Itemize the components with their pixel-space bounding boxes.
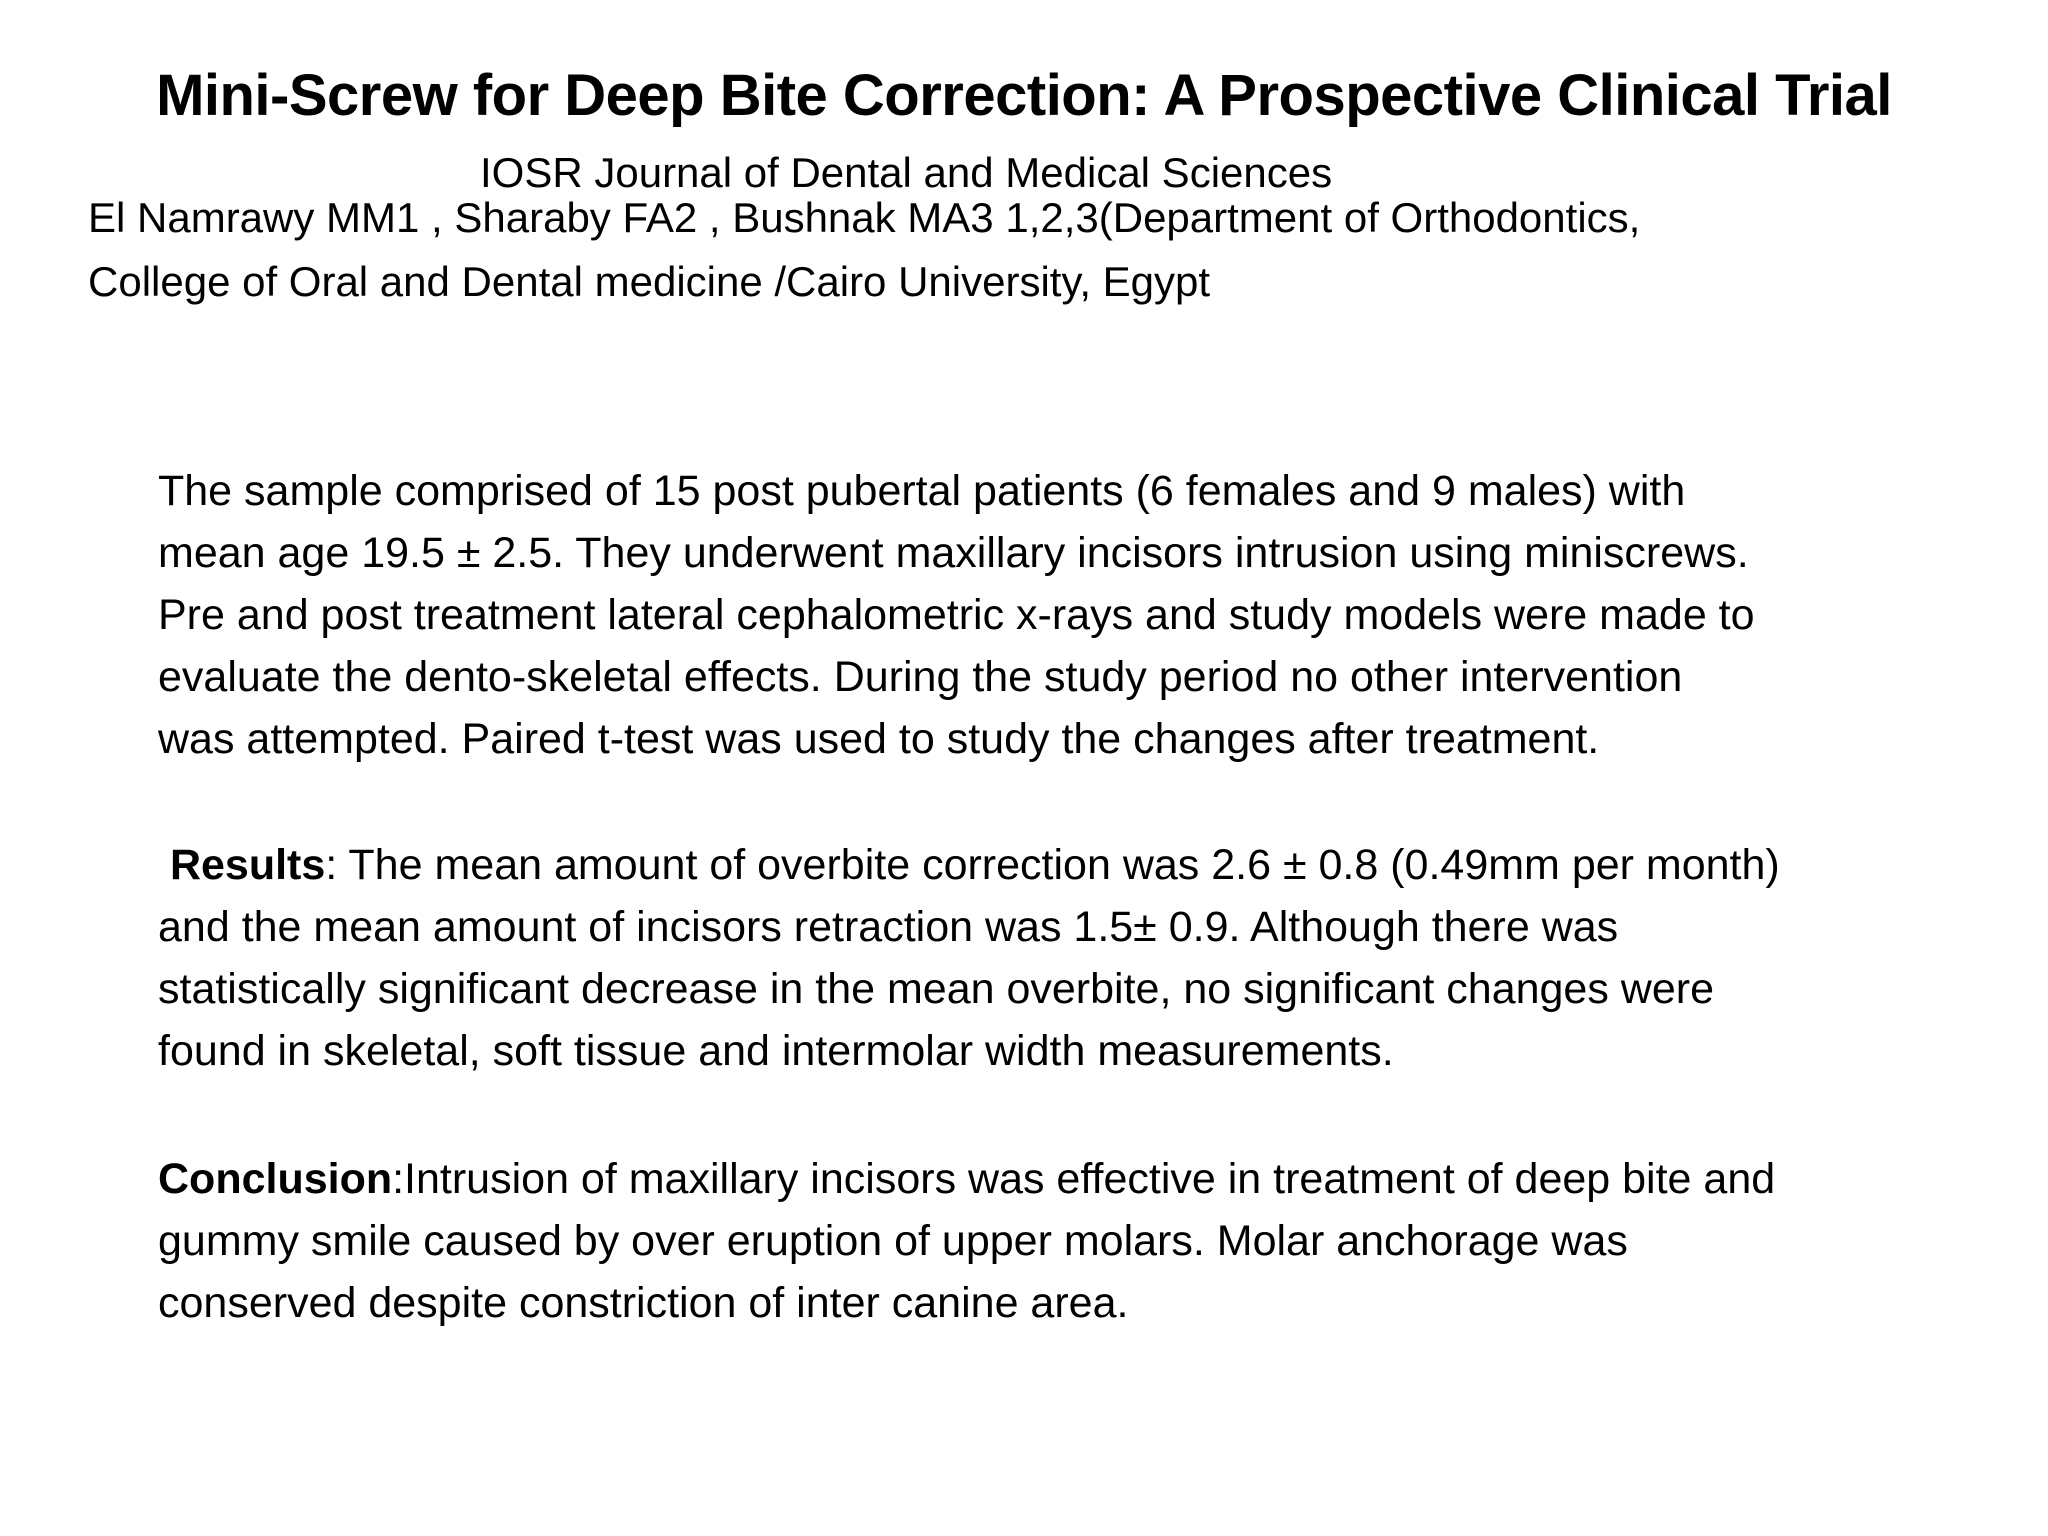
results-paragraph (158, 834, 1998, 1082)
conclusion-first-line-text: :Intrusion of maxillary incisors was effective in treatment of deep bite and (392, 1155, 1776, 1203)
results-label: Results (169, 841, 326, 889)
conclusion-line: gummy smile caused by over eruption of upper molars. Molar anchorage was (158, 1217, 1628, 1265)
intro-paragraph (158, 460, 1998, 770)
slide-title: Mini-Screw for Deep Bite Correction: A Prospective Clinical Trial (156, 63, 1892, 128)
authors-affiliation (88, 186, 1988, 314)
intro-line: Pre and post treatment lateral cephalometric x-rays and study models were made to (158, 591, 1755, 639)
results-first-line (158, 834, 1998, 896)
results-line: and the mean amount of incisors retraction was 1.5± 0.9. Although there was (158, 903, 1619, 951)
conclusion-line: conserved despite constriction of inter canine area. (158, 1279, 1129, 1327)
intro-line: mean age 19.5 ± 2.5. They underwent maxillary incisors intrusion using miniscrews. (158, 529, 1749, 577)
intro-line: was attempted. Paired t-test was used to study the changes after treatment. (158, 715, 1600, 763)
conclusion-first-line (158, 1148, 1998, 1210)
conclusion-paragraph (158, 1148, 1998, 1334)
results-line: found in skeletal, soft tissue and intermolar width measurements. (158, 1027, 1394, 1075)
authors-line: El Namrawy MM1 , Sharaby FA2 , Bushnak MA3 1,2,3(Department of Orthodontics, (88, 194, 1641, 241)
intro-line: The sample comprised of 15 post pubertal patients (6 females and 9 males) with (158, 467, 1686, 515)
journal-name: IOSR Journal of Dental and Medical Sciences (480, 149, 1333, 196)
intro-line: evaluate the dento-skeletal effects. During the study period no other intervention (158, 653, 1683, 701)
conclusion-label: Conclusion (158, 1155, 393, 1203)
results-line: statistically significant decrease in the mean overbite, no significant changes were (158, 965, 1714, 1013)
results-first-line-text: : The mean amount of overbite correction was 2.6 ± 0.8 (0.49mm per month) (325, 841, 1780, 889)
authors-line: College of Oral and Dental medicine /Cairo University, Egypt (88, 258, 1211, 305)
